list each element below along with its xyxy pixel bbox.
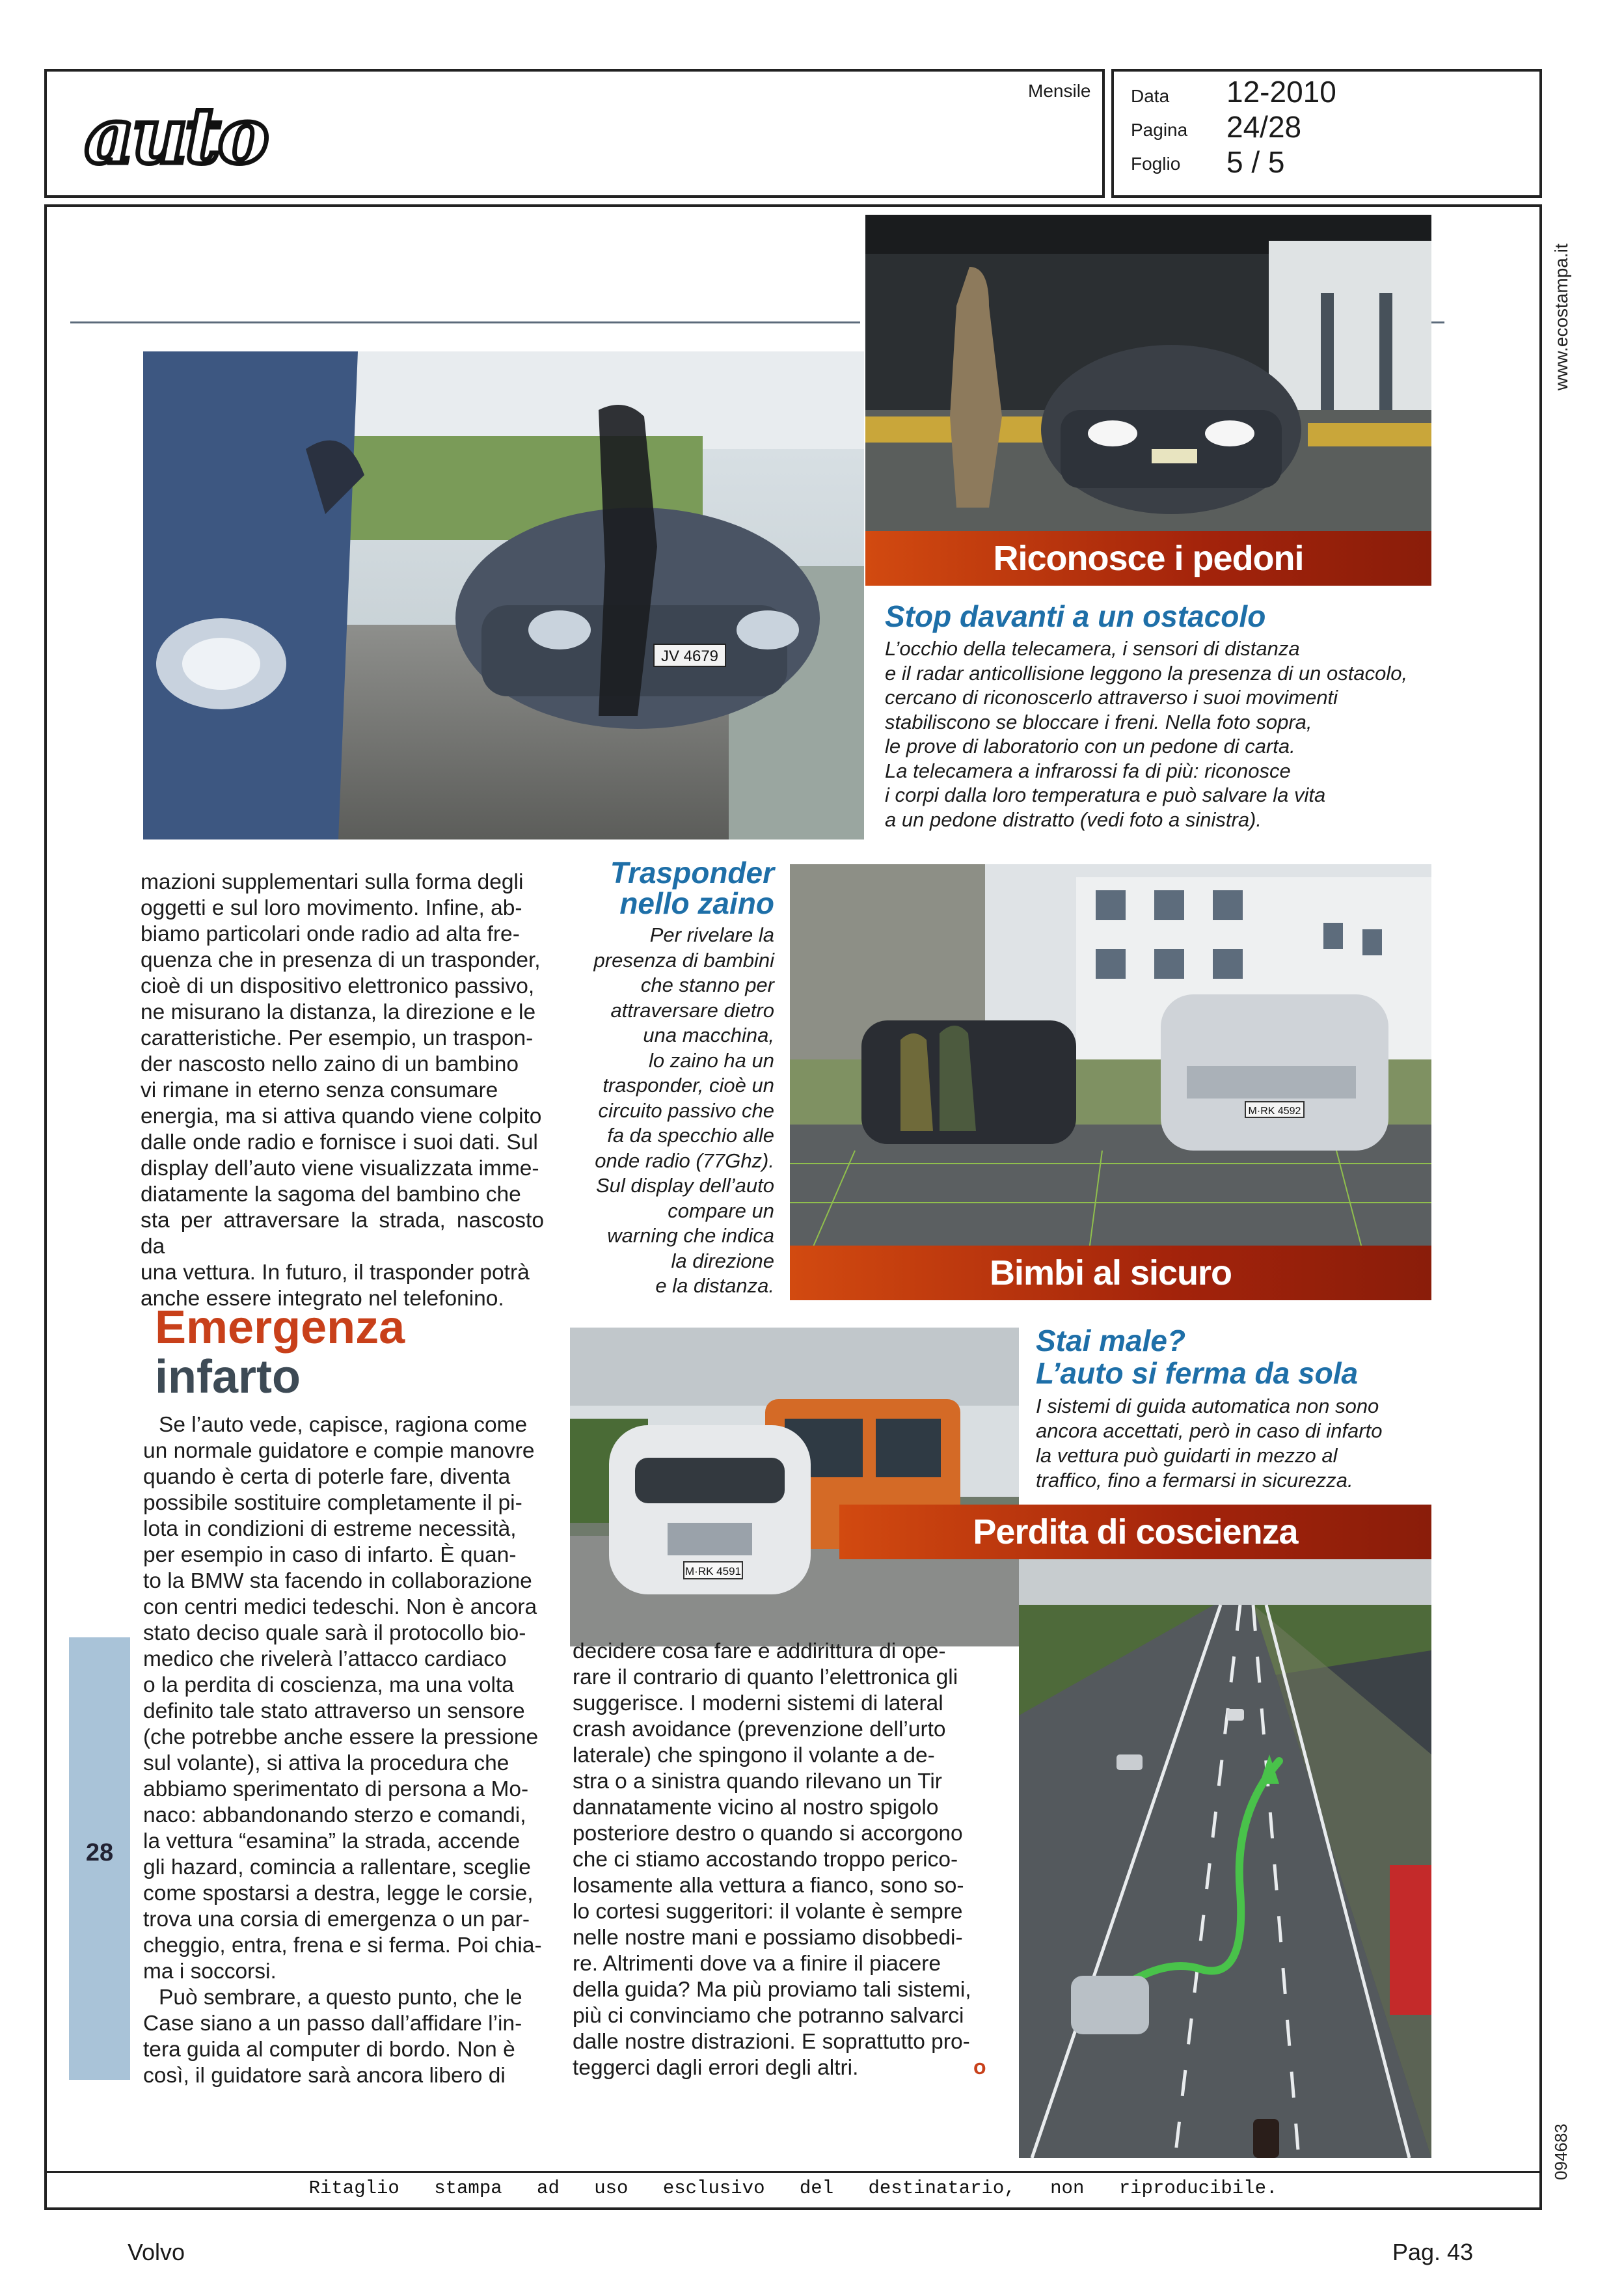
body-line: o la perdita di coscienza, ma una volta: [143, 1673, 514, 1697]
clipping-disclaimer: Ritaglio stampa ad uso esclusivo del destinatario, non riproducibile.: [308, 2177, 1278, 2199]
obstacle-text: [885, 636, 1444, 832]
caption-children: Bimbi al sicuro: [790, 1246, 1431, 1300]
body-line: un normale guidatore e compie manovre: [143, 1439, 535, 1463]
page-value: 24/28: [1226, 110, 1302, 144]
transponder-text: [560, 923, 774, 1299]
body-line: display dell’auto viene visualizzata imme-: [141, 1156, 539, 1180]
body-line: possibile sostituire completamente il pi-: [143, 1491, 522, 1515]
obstacle-line: e il radar anticollisione leggono la presenza di un ostacolo,: [885, 661, 1408, 685]
transponder-line: lo zaino ha un: [648, 1048, 774, 1072]
footer-brand: Volvo: [128, 2239, 185, 2265]
sheet-label: Foglio: [1131, 154, 1181, 174]
body-line: trova una corsia di emergenza o un par-: [143, 1907, 530, 1931]
end-mark: o: [973, 2055, 986, 2079]
body-line: energia, ma si attiva quando viene colpito: [141, 1104, 542, 1128]
body-line: Case siano a un passo dall’affidare l’in-: [143, 2012, 522, 2036]
body-line: più ci convinciamo che potranno salvarci: [573, 2004, 964, 2028]
photo-lab-paper-pedestrian: [865, 215, 1431, 586]
body-line: stra o a sinistra quando rilevano un Tir: [573, 1769, 942, 1794]
body-line: cioè di un dispositivo elettronico passivo,: [141, 974, 535, 998]
body-line: sul volante), si attiva la procedura che: [143, 1751, 509, 1775]
body-text-col2: [573, 1639, 990, 2081]
transponder-line: attraversare dietro: [610, 998, 774, 1022]
illness-line: ancora accettati, però in caso di infarto: [1036, 1419, 1383, 1442]
transponder-title-2: nello zaino: [619, 886, 774, 920]
body-line: (che potrebbe anche essere la pressione: [143, 1725, 539, 1749]
body-line: crash avoidance (prevenzione dell’urto: [573, 1717, 946, 1741]
body-line: Può sembrare, a questo punto, che le: [159, 1986, 522, 2010]
page-number: 28: [85, 1839, 114, 1866]
obstacle-line: La telecamera a infrarossi fa di più: riconosce: [885, 759, 1291, 782]
transponder-box: [560, 858, 774, 1299]
date-value: 12-2010: [1226, 75, 1336, 109]
body-line: naco: abbandonando sterzo e comandi,: [143, 1803, 526, 1827]
body-line: posteriore destro o quando si accorgono: [573, 1822, 963, 1846]
body-line: re. Altrimenti dove va a finire il piacere: [573, 1952, 941, 1976]
obstacle-line: stabiliscono se bloccare i freni. Nella foto sopra,: [885, 710, 1312, 733]
body-line: rare il contrario di quanto l’elettronica gli: [573, 1665, 958, 1689]
body-line: tera guida al computer di bordo. Non è: [143, 2038, 515, 2062]
illness-title-1: Stai male?: [1036, 1324, 1186, 1358]
body-line: stato deciso quale sarà il protocollo bio-: [143, 1621, 526, 1645]
body-line: sta per attraversare la strada, nascosto da: [141, 1208, 544, 1259]
transponder-line: che stanno per: [640, 974, 774, 996]
photo-suv-ambulance: [570, 1328, 1019, 1646]
body-line: lo cortesi suggeritori: il volante è sempre: [573, 1900, 963, 1924]
body-line: nelle nostre mani e possiamo disobbedi-: [573, 1926, 963, 1950]
sheet-value: 5 / 5: [1226, 145, 1285, 179]
obstacle-line: le prove di laboratorio con un pedone di carta.: [885, 735, 1295, 757]
body-line: lota in condizioni di estreme necessità,: [143, 1517, 517, 1541]
section-rule: [70, 321, 860, 323]
body-line: to la BMW sta facendo in collaborazione: [143, 1569, 532, 1593]
transponder-line: Per rivelare la: [649, 923, 774, 946]
body-line: biamo particolari onde radio ad alta fre-: [141, 922, 520, 946]
body-line: gli hazard, comincia a rallentare, sceglie: [143, 1855, 531, 1879]
body-line: ne misurano la distanza, la direzione e le: [141, 1000, 536, 1024]
body-line: decidere cosa fare e addirittura di ope-: [573, 1639, 946, 1663]
body-line: suggerisce. I moderni sistemi di lateral: [573, 1691, 943, 1715]
photo-highway: [1019, 1559, 1431, 2158]
body-line: losamente alla vettura a fianco, sono so-: [573, 1874, 964, 1898]
body-line: der nascosto nello zaino di un bambino: [141, 1052, 519, 1076]
illness-title-2: L’auto si ferma da sola: [1036, 1356, 1359, 1390]
body-line: per esempio in caso di infarto. È quan-: [143, 1543, 517, 1567]
caption-pedestrians: Riconosce i pedoni: [865, 531, 1431, 586]
body-line: come spostarsi a destra, legge le corsie,: [143, 1881, 534, 1905]
body-line: così, il guidatore sarà ancora libero di: [143, 2064, 506, 2088]
body-line: teggerci dagli errori degli altri.: [573, 2056, 859, 2080]
illness-line: I sistemi di guida automatica non sono: [1036, 1395, 1379, 1417]
frequency-label: Mensile: [1028, 81, 1091, 101]
magazine-logo: auto: [85, 90, 267, 181]
illness-text: [1036, 1394, 1439, 1493]
body-line: quenza che in presenza di un trasponder,: [141, 948, 541, 972]
body-line: dannatamente vicino al nostro spigolo: [573, 1795, 939, 1820]
obstacle-title: Stop davanti a un ostacolo: [885, 599, 1266, 633]
body-line: con centri medici tedeschi. Non è ancora: [143, 1595, 537, 1619]
obstacle-line: a un pedone distratto (vedi foto a sinistra).: [885, 808, 1262, 831]
transponder-line: trasponder, cioè un: [602, 1074, 774, 1097]
clipping-code: 094683: [1551, 2123, 1571, 2180]
section-rule-end: [1431, 321, 1444, 323]
section-title-heart-attack: infarto: [155, 1351, 301, 1403]
obstacle-line: i corpi dalla loro temperatura e può salvare la vita: [885, 784, 1326, 806]
transponder-line: una macchina,: [643, 1024, 774, 1046]
photo-pedestrian-street: [143, 351, 864, 839]
body-line: Se l’auto vede, capisce, ragiona come: [159, 1413, 528, 1437]
frame-divider: [47, 2171, 1539, 2173]
page-label: Pagina: [1131, 120, 1188, 140]
body-line: laterale) che spingono il volante a de-: [573, 1743, 935, 1767]
transponder-line: e la distanza.: [655, 1274, 774, 1297]
body-line: dalle nostre distrazioni. E soprattutto pro-: [573, 2030, 970, 2054]
illness-line: la vettura può guidarti in mezzo al: [1036, 1444, 1338, 1467]
body-line: vi rimane in eterno senza consumare: [141, 1078, 498, 1102]
license-plate-text: JV 4679: [660, 648, 719, 665]
section-title-emergency: Emergenza: [155, 1302, 405, 1354]
body-line: dalle onde radio e fornisce i suoi dati. Sul: [141, 1130, 538, 1154]
photo-children-crossing: [790, 864, 1431, 1300]
body-line: anche essere integrato nel telefonino.: [141, 1287, 504, 1311]
footer-page: Pag. 43: [1392, 2239, 1474, 2265]
body-line: mazioni supplementari sulla forma degli: [141, 870, 524, 894]
transponder-line: presenza di bambini: [593, 948, 774, 972]
obstacle-line: L’occhio della telecamera, i sensori di distanza: [885, 637, 1300, 660]
illness-box: [1036, 1325, 1439, 1493]
transponder-line: onde radio (77Ghz).: [595, 1149, 774, 1172]
body-line: abbiamo sperimentato di persona a Mo-: [143, 1777, 529, 1801]
transponder-line: fa da specchio alle: [607, 1124, 774, 1147]
body-line: caratteristiche. Per esempio, un traspon-: [141, 1026, 534, 1050]
obstacle-box: [885, 599, 1444, 832]
body-text-col1-top: [141, 869, 544, 1312]
body-line: che ci stiamo accostando troppo perico-: [573, 1848, 958, 1872]
license-plate-x5-a: M·RK 4592: [1248, 1106, 1301, 1117]
body-line: medico che rivelerà l’attacco cardiaco: [143, 1647, 507, 1671]
body-line: diatamente la sagoma del bambino che: [141, 1182, 521, 1207]
body-line: oggetti e sul loro movimento. Infine, ab-: [141, 896, 522, 920]
obstacle-line: cercano di riconoscerlo attraverso i suoi movimenti: [885, 686, 1338, 709]
body-line: la vettura “esamina” la strada, accende: [143, 1829, 521, 1853]
license-plate-x5-b: M·RK 4591: [685, 1565, 741, 1577]
body-line: della guida? Ma più proviamo tali sistemi,: [573, 1978, 971, 2002]
transponder-line: circuito passivo che: [598, 1099, 774, 1122]
transponder-title-1: Trasponder: [610, 856, 774, 890]
date-label: Data: [1131, 86, 1170, 106]
source-url: www.ecostampa.it: [1551, 243, 1571, 390]
body-line: quando è certa di poterle fare, diventa: [143, 1465, 511, 1489]
body-line: cheggio, entra, frena e si ferma. Poi chia-: [143, 1933, 542, 1958]
body-line: ma i soccorsi.: [143, 1959, 277, 1984]
transponder-line: Sul display dell’auto: [595, 1174, 774, 1197]
transponder-line: la direzione: [671, 1249, 774, 1272]
caption-consciousness: Perdita di coscienza: [839, 1505, 1431, 1559]
transponder-line: warning che indica: [607, 1224, 774, 1247]
transponder-line: compare un: [668, 1199, 774, 1222]
body-text-col1-bottom: [143, 1412, 544, 2089]
illness-line: traffico, fino a fermarsi in sicurezza.: [1036, 1469, 1353, 1492]
body-line: definito tale stato attraverso un sensore: [143, 1699, 525, 1723]
body-line: una vettura. In futuro, il trasponder potrà: [141, 1261, 530, 1285]
